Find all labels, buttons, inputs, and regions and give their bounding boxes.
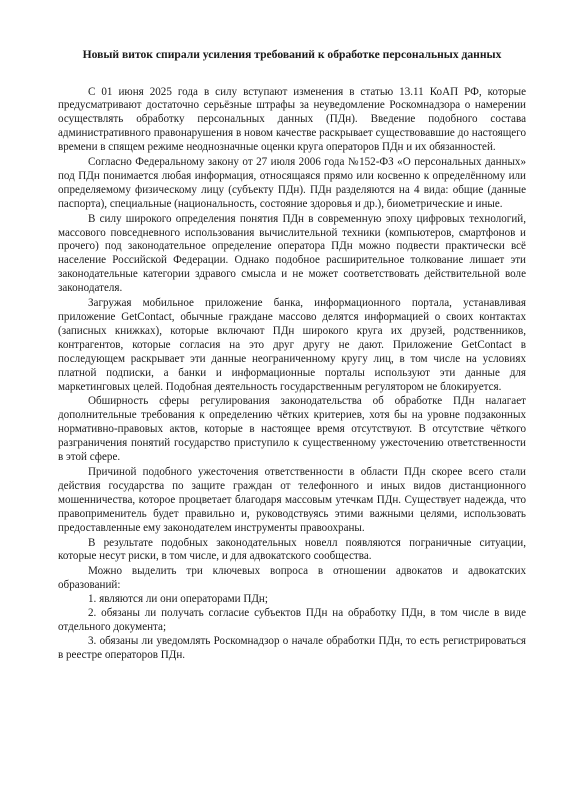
document-page [58,48,526,663]
document-title: Новый виток спирали усиления требований к обработке персональных данных [82,48,502,61]
paragraph-1: С 01 июня 2025 года в силу вступают изменения в статью 13.11 КоАП РФ, которые предусматривают достаточно серьёзные штрафы за неуведомление Роскомнадзора о намерении осуществлять обработку персональных данных (ПДн). Введение подобного состава административного правонарушения в новом качестве раскрывает существовавшие до настоящего времени в спящем режиме неоднозначные оценки круга операторов ПДн и их обязанностей. [58,85,526,154]
paragraph-8: Можно выделить три ключевых вопроса в отношении адвокатов и адвокатских образований: [58,565,526,592]
paragraph-7: В результате подобных законодательных новелл появляются пограничные ситуации, которые несут риски, в том числе, и для адвокатского сообщества. [58,536,526,563]
paragraph-3: В силу широкого определения понятия ПДн в современную эпоху цифровых технологий, массового повседневного использования вычислительной техники (компьютеров, смартфонов и прочего) под законодательное определение оператора ПДн можно подвести практически всё население Российской Федерации. Однако подобное расширительное толкование лишает эти законодательные категории здравого смысла и не может соответствовать действительной воле законодателя. [58,212,526,295]
list-item-2: 2. обязаны ли получать согласие субъектов ПДн на обработку ПДн, в том числе в виде отдельного документа; [58,607,526,633]
question-list [58,593,526,663]
paragraph-4: Загружая мобильное приложение банка, информационного портала, устанавливая приложение GetContact, обычные граждане массово делятся информацией о своих контактах (записных книжках), которые включают ПДн широкого круга их друзей, родственников, контрагентов, которые согласия на это друг другу не дают. Приложение GetContact в последующем раскрывает эти данные неограниченному кругу лиц, в том числе на условиях платной подписки, а банки и информационные порталы используют эти данные для маркетинговых целей. Подобная деятельность государственным регулятором не блокируется. [58,297,526,393]
list-item-3: 3. обязаны ли уведомлять Роскомнадзор о начале обработки ПДн, то есть регистрироваться в реестре операторов ПДн. [58,634,526,661]
paragraph-2: Согласно Федеральному закону от 27 июля 2006 года №152-ФЗ «О персональных данных» под ПДн понимается любая информация, относящаяся прямо или косвенно к определённому или определяемому физическому лицу (субъекту ПДн). ПДн разделяются на 4 вида: общие (данные паспорта), специальные (национальность, состояние здоровья и др.), биометрические и иные. [58,156,526,210]
paragraph-5: Обширность сферы регулирования законодательства об обработке ПДн налагает дополнительные требования к определению чётких критериев, хотя бы на уровне подзаконных нормативно-правовых актов, которые в настоящее время отсутствуют. В отсутствие чёткого разграничения понятий государство приступило к существенному ужесточению ответственности в этой сфере. [58,395,526,464]
paragraph-6: Причиной подобного ужесточения ответственности в области ПДн скорее всего стали действия государства по защите граждан от телефонного и иных видов дистанционного мошенничества, которое процветает благодаря массовым утечкам ПДн. Существует надежда, что правоприменитель будет правильно и, руководствуясь этими важными целями, использовать предоставленные ему законодателем инструменты правоохраны. [58,465,526,534]
list-item-1: 1. являются ли они операторами ПДн; [88,593,268,606]
